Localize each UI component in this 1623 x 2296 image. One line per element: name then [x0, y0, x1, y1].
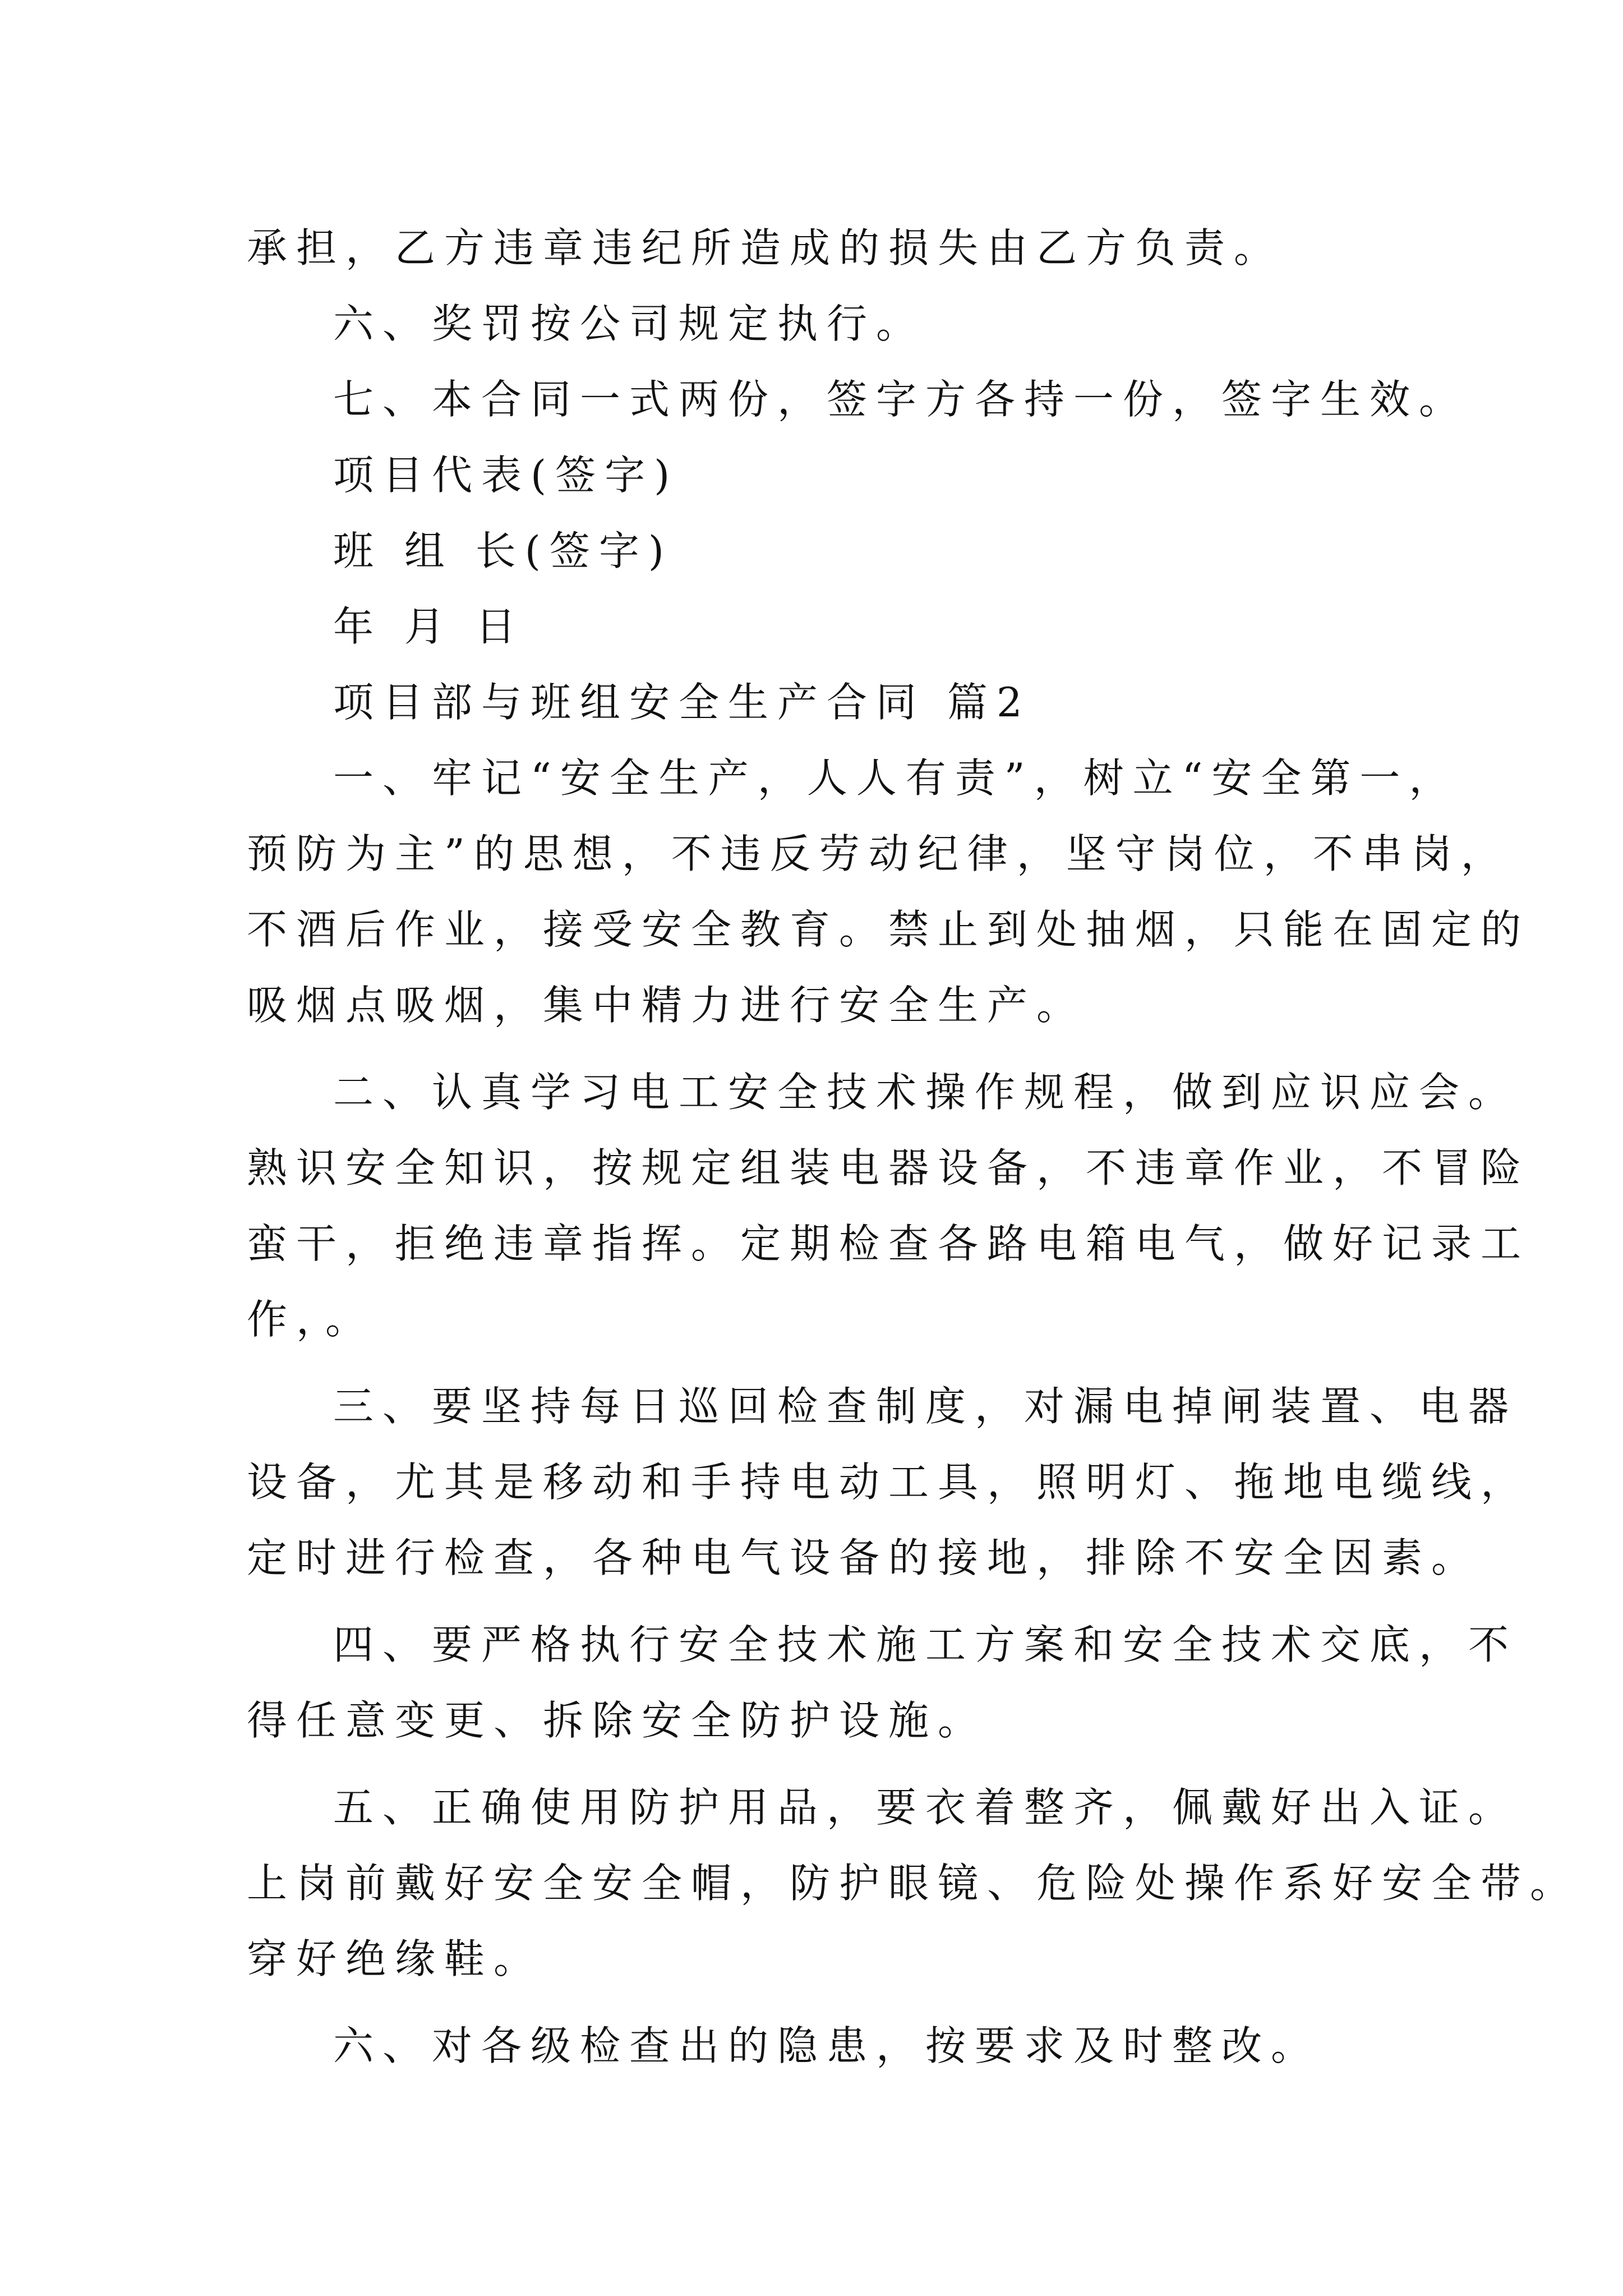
text-line: 吸烟点吸烟，集中精力进行安全生产。 [247, 982, 1086, 1029]
text-line: 承担，乙方违章违纪所造成的损失由乙方负责。 [247, 224, 1284, 272]
date-label: 年 月 日 [333, 603, 525, 650]
text-line: 七、本合同一式两份，签字方各持一份，签字生效。 [333, 376, 1469, 423]
text-line: 一、牢记“安全生产，人人有责”，树立“安全第一， [333, 754, 1459, 802]
text-line: 预防为主”的思想，不违反劳动纪律，坚守岗位，不串岗， [247, 830, 1510, 877]
text-line: 二、认真学习电工安全技术操作规程，做到应识应会。 [333, 1069, 1518, 1116]
signature-label: 项目代表(签字) [333, 452, 679, 499]
text-line: 六、奖罚按公司规定执行。 [333, 300, 926, 347]
document-body [247, 210, 1580, 2084]
text-line: 得任意变更、拆除安全防护设施。 [247, 1697, 988, 1744]
text-line: 熟识安全知识，按规定组装电器设备，不违章作业，不冒险 [247, 1144, 1530, 1191]
text-line: 三、要坚持每日巡回检查制度，对漏电掉闸装置、电器 [333, 1383, 1518, 1430]
text-line: 上岗前戴好安全安全帽，防护眼镜、危险处操作系好安全带。 [247, 1860, 1580, 1907]
text-line: 四、要严格执行安全技术施工方案和安全技术交底，不 [333, 1621, 1518, 1668]
text-line: 定时进行检查，各种电气设备的接地，排除不安全因素。 [247, 1534, 1481, 1581]
signature-label: 班 组 长(签字) [333, 527, 673, 574]
text-line: 不酒后作业，接受安全教育。禁止到处抽烟，只能在固定的 [247, 906, 1530, 953]
text-line: 设备，尤其是移动和手持电动工具，照明灯、拖地电缆线， [247, 1458, 1530, 1506]
text-line: 穿好绝缘鞋。 [247, 1935, 543, 1982]
text-line: 五、正确使用防护用品，要衣着整齐，佩戴好出入证。 [333, 1784, 1518, 1831]
text-line: 作，。 [247, 1296, 375, 1343]
section-title: 项目部与班组安全生产合同 篇2 [333, 679, 1031, 726]
text-line: 蛮干，拒绝违章指挥。定期检查各路电箱电气，做好记录工 [247, 1220, 1530, 1267]
text-line: 六、对各级检查出的隐患，按要求及时整改。 [333, 2022, 1321, 2069]
